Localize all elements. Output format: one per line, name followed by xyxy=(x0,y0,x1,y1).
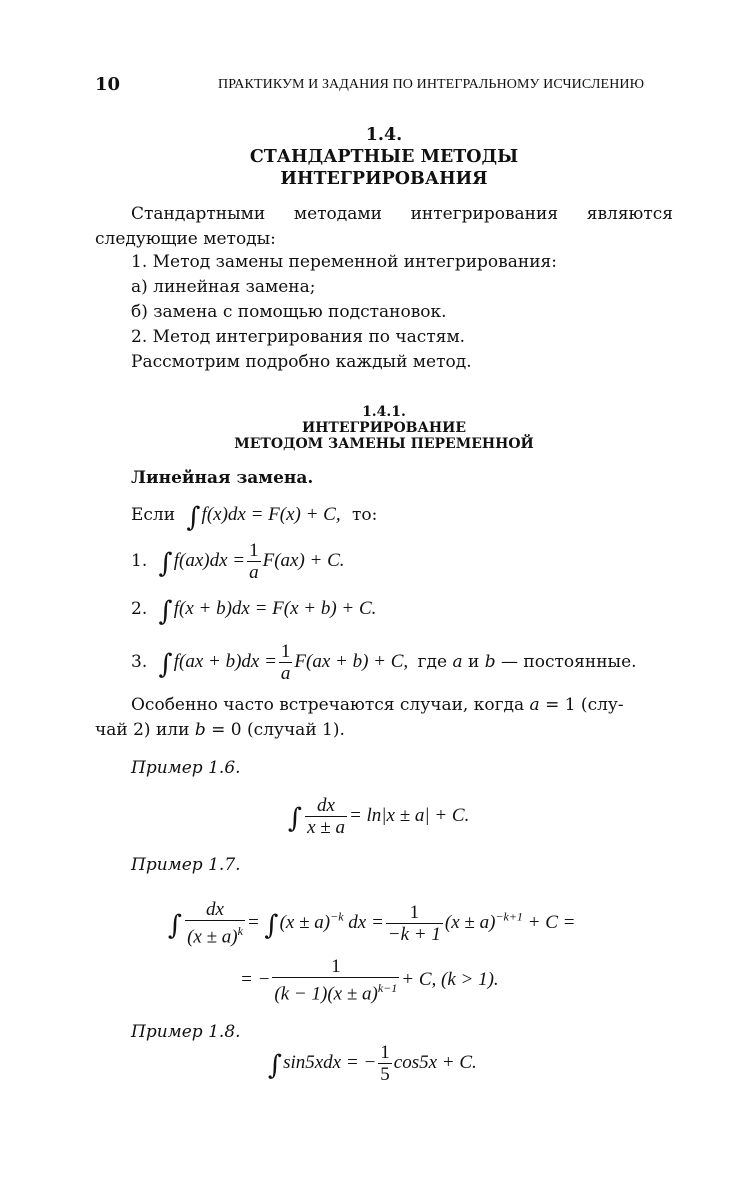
subsection-title-line2: МЕТОДОМ ЗАМЕНЫ ПЕРЕМЕННОЙ xyxy=(234,436,534,452)
denominator-exponent: k−1 xyxy=(377,981,398,995)
formula-3-rest: — постоянные. xyxy=(501,651,637,672)
formula-3-fraction xyxy=(279,641,293,684)
intro-line1: Стандартными методами интегрирования являются xyxy=(131,204,673,224)
cases-text: Особенно часто встречаются случаи, когда xyxy=(131,695,525,715)
fraction-numerator: 1 xyxy=(249,540,259,561)
fraction-numerator: 1 xyxy=(280,641,291,662)
example-1-7-line2-rest: + C, (k > 1). xyxy=(401,968,499,990)
formula-3-var-b: b xyxy=(484,651,496,672)
formula-1-fraction xyxy=(247,540,261,583)
formula-2: f(x + b)dx = F(x + b) + C. xyxy=(173,598,377,619)
fraction-denominator xyxy=(185,921,245,947)
fraction-denominator: a xyxy=(249,562,259,583)
example-1-7-line1 xyxy=(168,899,576,947)
intro-line2: следующие методы: xyxy=(95,229,276,249)
formula-3-where: где xyxy=(417,651,448,672)
integral-sign: ∫ xyxy=(158,547,173,579)
denominator-base: (x ± a) xyxy=(187,926,238,948)
example-1-8-formula xyxy=(268,1042,477,1085)
formula-3-number: 3. xyxy=(131,651,148,672)
integral-sign: ∫ xyxy=(168,909,183,941)
example-1-8-right: cos5x + C. xyxy=(393,1051,477,1073)
formula-1-line xyxy=(131,540,345,583)
integral-sign: ∫ xyxy=(264,909,279,941)
example-1-6-label: Пример 1.6. xyxy=(131,758,241,778)
integrand-dx: dx = xyxy=(348,911,384,933)
integral-sign: ∫ xyxy=(158,648,173,680)
example-1-7-fraction-2 xyxy=(386,902,443,945)
formula-1-number: 1. xyxy=(131,550,148,571)
example-1-6-fraction xyxy=(305,795,347,838)
integrand-exponent: −k xyxy=(330,909,344,924)
example-1-7-label: Пример 1.7. xyxy=(131,855,241,875)
equals: = xyxy=(246,911,265,933)
formula-1-right: F(ax) + C. xyxy=(262,549,345,571)
cases-text: = 1 (слу- xyxy=(545,695,624,715)
cases-text: чай 2) или xyxy=(95,720,190,740)
fraction-numerator: 1 xyxy=(386,902,443,924)
formula-2-number: 2. xyxy=(131,599,148,619)
fraction-denominator: a xyxy=(280,663,291,684)
section-number: 1.4. xyxy=(365,125,403,145)
example-1-8-label: Пример 1.8. xyxy=(131,1022,241,1042)
if-word: Если xyxy=(131,505,176,525)
cases-var-b: b xyxy=(194,720,206,740)
cases-var-a: a xyxy=(529,695,540,715)
formula-3-var-a: a xyxy=(452,651,463,672)
example-1-6-right: = ln|x ± a| + C. xyxy=(348,804,470,826)
section-title-line1: СТАНДАРТНЫЕ МЕТОДЫ xyxy=(249,147,519,167)
intro-item-2: а) линейная замена; xyxy=(131,277,316,297)
example-1-7-fraction-3 xyxy=(272,956,399,1004)
example-1-8-fraction xyxy=(378,1042,392,1085)
example-1-7-line2 xyxy=(240,956,499,1004)
cases-line2 xyxy=(95,718,673,743)
fraction-denominator xyxy=(272,978,399,1004)
integral-sign: ∫ xyxy=(186,502,201,533)
page-number: 10 xyxy=(95,74,121,95)
subsection-number: 1.4.1. xyxy=(362,404,406,420)
formula-3-left: f(ax + b)dx = xyxy=(173,650,277,672)
formula-3-line xyxy=(131,641,637,684)
result-base: (x ± a) xyxy=(444,911,496,933)
integral-sign: ∫ xyxy=(158,596,173,627)
equals-minus: = − xyxy=(240,968,271,990)
fraction-numerator: 1 xyxy=(272,956,399,978)
fraction-denominator: 5 xyxy=(380,1064,390,1085)
intro-item-5: Рассмотрим подробно каждый метод. xyxy=(131,352,472,372)
example-1-8-left: sin5xdx = − xyxy=(283,1051,377,1073)
fraction-numerator: dx xyxy=(305,795,347,817)
integral-sign: ∫ xyxy=(288,802,303,834)
example-1-7-fraction-1 xyxy=(185,899,245,947)
result-exponent: −k+1 xyxy=(495,909,523,924)
cases-line1 xyxy=(95,693,673,718)
cases-text: = 0 (случай 1). xyxy=(211,720,345,740)
if-formula: f(x)dx = F(x) + C, xyxy=(201,504,341,525)
formula-3-and: и xyxy=(467,651,480,672)
fraction-numerator: 1 xyxy=(380,1042,390,1063)
intro-item-3: б) замена с помощью подстановок. xyxy=(131,302,447,322)
subsection-title-line1: ИНТЕГРИРОВАНИЕ xyxy=(301,420,467,436)
result-tail: + C = xyxy=(527,911,576,933)
section-title-line2: ИНТЕГРИРОВАНИЯ xyxy=(280,169,488,189)
intro-item-4: 2. Метод интегрирования по частям. xyxy=(131,327,466,347)
denominator-exponent: k xyxy=(237,924,243,938)
denominator-base: (k − 1)(x ± a) xyxy=(274,983,378,1005)
formula-1-left: f(ax)dx = xyxy=(173,549,246,571)
formula-3-right: F(ax + b) + C, xyxy=(294,650,409,672)
integral-sign: ∫ xyxy=(268,1049,283,1081)
then-word: то: xyxy=(352,505,378,525)
running-head: ПРАКТИКУМ И ЗАДАНИЯ ПО ИНТЕГРАЛЬНОМУ ИСЧИСЛЕНИЮ xyxy=(218,77,645,92)
if-formula-line xyxy=(131,502,377,533)
formula-2-line xyxy=(131,596,376,627)
fraction-denominator: −k + 1 xyxy=(387,923,441,945)
fraction-denominator: x ± a xyxy=(307,817,345,838)
linear-heading: Линейная замена. xyxy=(131,468,314,488)
integrand-base: (x ± a) xyxy=(279,911,331,933)
fraction-numerator: dx xyxy=(185,899,245,921)
intro-item-1: 1. Метод замены переменной интегрирования: xyxy=(131,252,557,272)
example-1-6-formula xyxy=(288,795,469,838)
